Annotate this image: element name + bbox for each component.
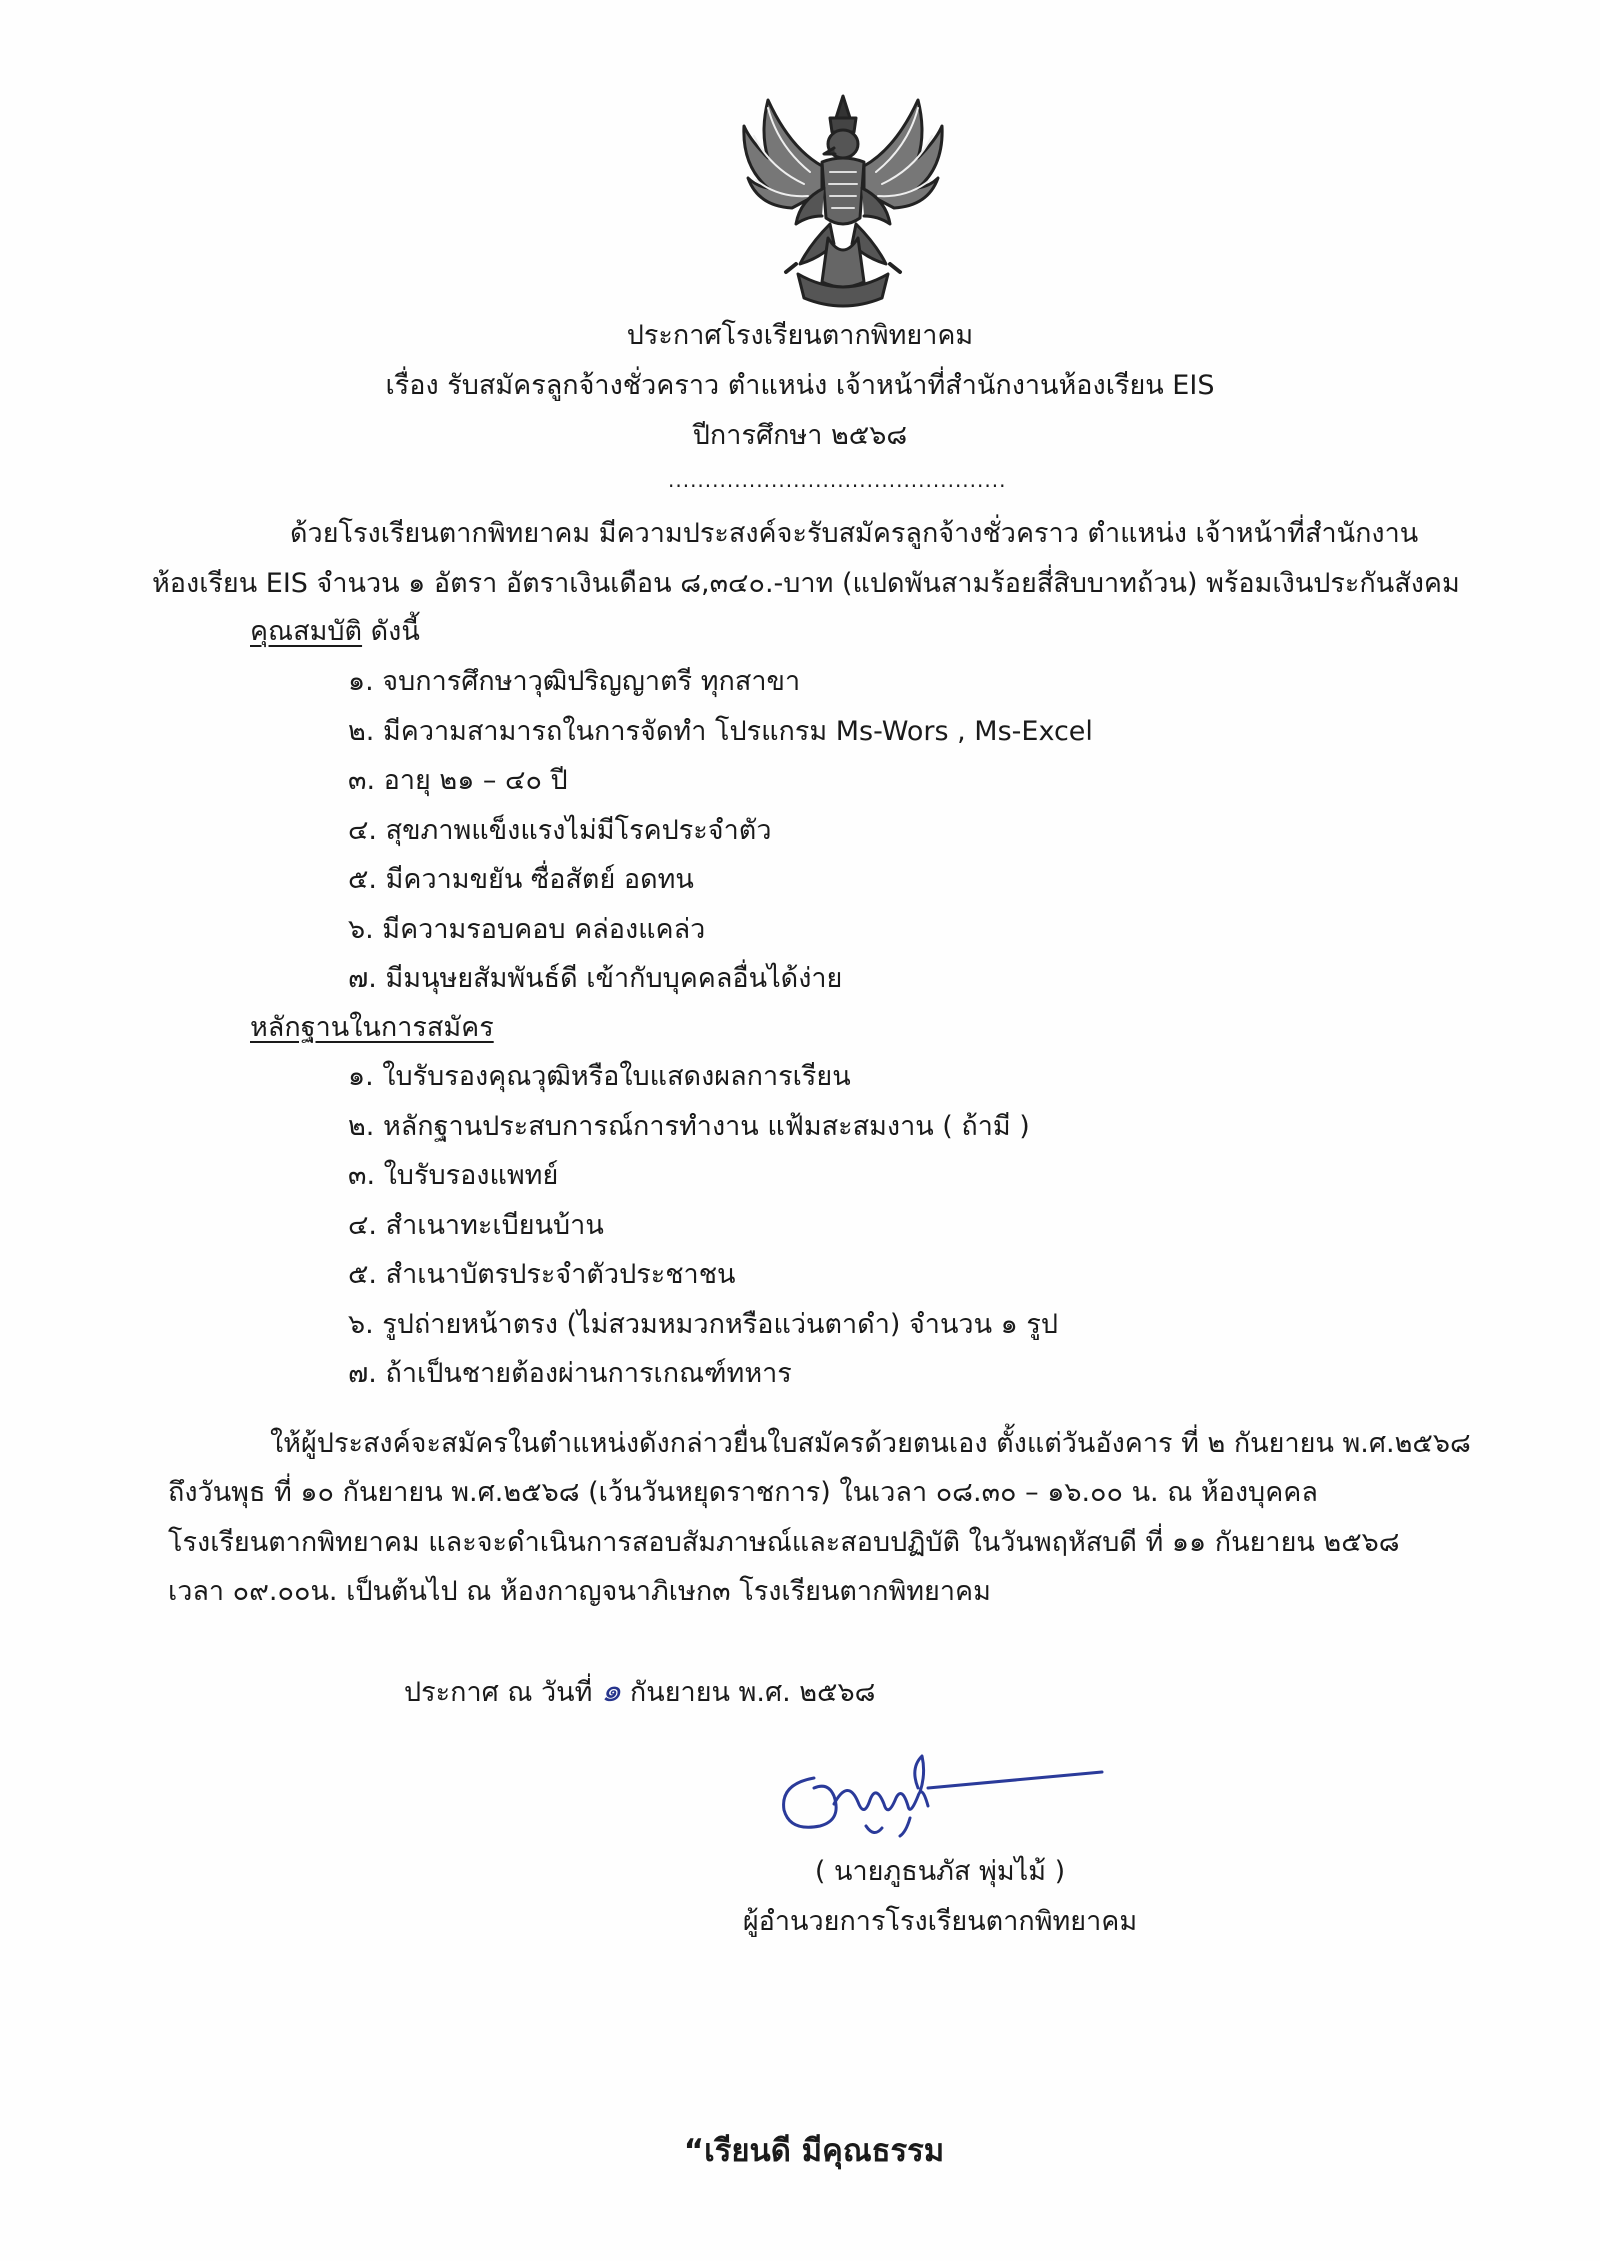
document-item: ๕. สำเนาบัตรประจำตัวประชาชน (348, 1259, 736, 1290)
announcement-subject: เรื่อง รับสมัครลูกจ้างชั่วคราว ตำแหน่ง เจ้าหน้าที่สำนักงานห้องเรียน EIS (385, 370, 1215, 401)
handwritten-signature-icon (770, 1748, 1106, 1844)
document-item: ๗. ถ้าเป็นชายต้องผ่านการเกณฑ์ทหาร (348, 1358, 792, 1389)
document-item: ๑. ใบรับรองคุณวุฒิหรือใบแสดงผลการเรียน (348, 1061, 851, 1092)
qualification-item: ๑. จบการศึกษาวุฒิปริญญาตรี ทุกสาขา (348, 666, 801, 697)
garuda-emblem-icon (738, 88, 948, 320)
qualification-item: ๒. มีความสามารถในการจัดทำ โปรแกรม Ms-Wors , Ms-Excel (348, 716, 1093, 747)
qualifications-heading-row (250, 614, 420, 650)
intro-line-1: ด้วยโรงเรียนตากพิทยาคม มีความประสงค์จะรับสมัครลูกจ้างชั่วคราว ตำแหน่ง เจ้าหน้าที่สำนักงาน (290, 518, 1419, 549)
application-line-3: โรงเรียนตากพิทยาคม และจะดำเนินการสอบสัมภาษณ์และสอบปฏิบัติ ในวันพฤหัสบดี ที่ ๑๑ กันยายน ๒๕๖๘ (168, 1527, 1400, 1558)
announcement-title: ประกาศโรงเรียนตากพิทยาคม (626, 320, 974, 351)
document-item: ๔. สำเนาทะเบียนบ้าน (348, 1210, 604, 1241)
qualification-item: ๗. มีมนุษยสัมพันธ์ดี เข้ากับบุคคลอื่นได้ง่าย (348, 963, 843, 994)
application-line-2: ถึงวันพุธ ที่ ๑๐ กันยายน พ.ศ.๒๕๖๘ (เว้นวันหยุดราชการ) ในเวลา ๐๘.๓๐ – ๑๖.๐๐ น. ณ ห้องบุคคล (168, 1477, 1318, 1508)
intro-line-2: ห้องเรียน EIS จำนวน ๑ อัตรา อัตราเงินเดือน ๘,๓๔๐.-บาท (แปดพันสามร้อยสี่สิบบาทถ้วน) พร้อมเงินประกันสังคม (152, 568, 1460, 599)
date-suffix: กันยายน พ.ศ. ๒๕๖๘ (629, 1677, 876, 1708)
signer-position: ผู้อำนวยการโรงเรียนตากพิทยาคม (742, 1906, 1138, 1937)
qualifications-heading: คุณสมบัติ (250, 616, 363, 647)
documents-heading: หลักฐานในการสมัคร (250, 1012, 494, 1043)
application-line-4: เวลา ๐๙.๐๐น. เป็นต้นไป ณ ห้องกาญจนาภิเษก๓ โรงเรียนตากพิทยาคม (168, 1576, 991, 1607)
header-separator: .............................................. (668, 468, 1007, 492)
qualification-item: ๓. อายุ ๒๑ – ๔๐ ปี (348, 765, 568, 796)
qualification-item: ๖. มีความรอบคอบ คล่องแคล่ว (348, 914, 706, 945)
announcement-date (404, 1672, 875, 1711)
application-line-1: ให้ผู้ประสงค์จะสมัครในตำแหน่งดังกล่าวยื่นใบสมัครด้วยตนเอง ตั้งแต่วันอังคาร ที่ ๒ กันยายน พ.ศ.๒๕๖๘ (270, 1428, 1471, 1459)
qualification-item: ๕. มีความขยัน ซื่อสัตย์ อดทน (348, 864, 694, 895)
date-day-handwritten: ๑ (601, 1671, 622, 1709)
document-item: ๒. หลักฐานประสบการณ์การทำงาน แฟ้มสะสมงาน ( ถ้ามี ) (348, 1111, 1030, 1142)
qualifications-heading-suffix: ดังนี้ (362, 616, 420, 647)
signer-name: ( นายภูธนภัส พุ่มไม้ ) (814, 1856, 1066, 1887)
document-item: ๓. ใบรับรองแพทย์ (348, 1160, 559, 1191)
date-prefix: ประกาศ ณ วันที่ (404, 1677, 593, 1708)
academic-year: ปีการศึกษา ๒๕๖๘ (692, 420, 908, 451)
school-motto: “เรียนดี มีคุณธรรม (683, 2133, 945, 2169)
qualification-item: ๔. สุขภาพแข็งแรงไม่มีโรคประจำตัว (348, 815, 772, 846)
document-item: ๖. รูปถ่ายหน้าตรง (ไม่สวมหมวกหรือแว่นตาดำ) จำนวน ๑ รูป (348, 1309, 1058, 1340)
